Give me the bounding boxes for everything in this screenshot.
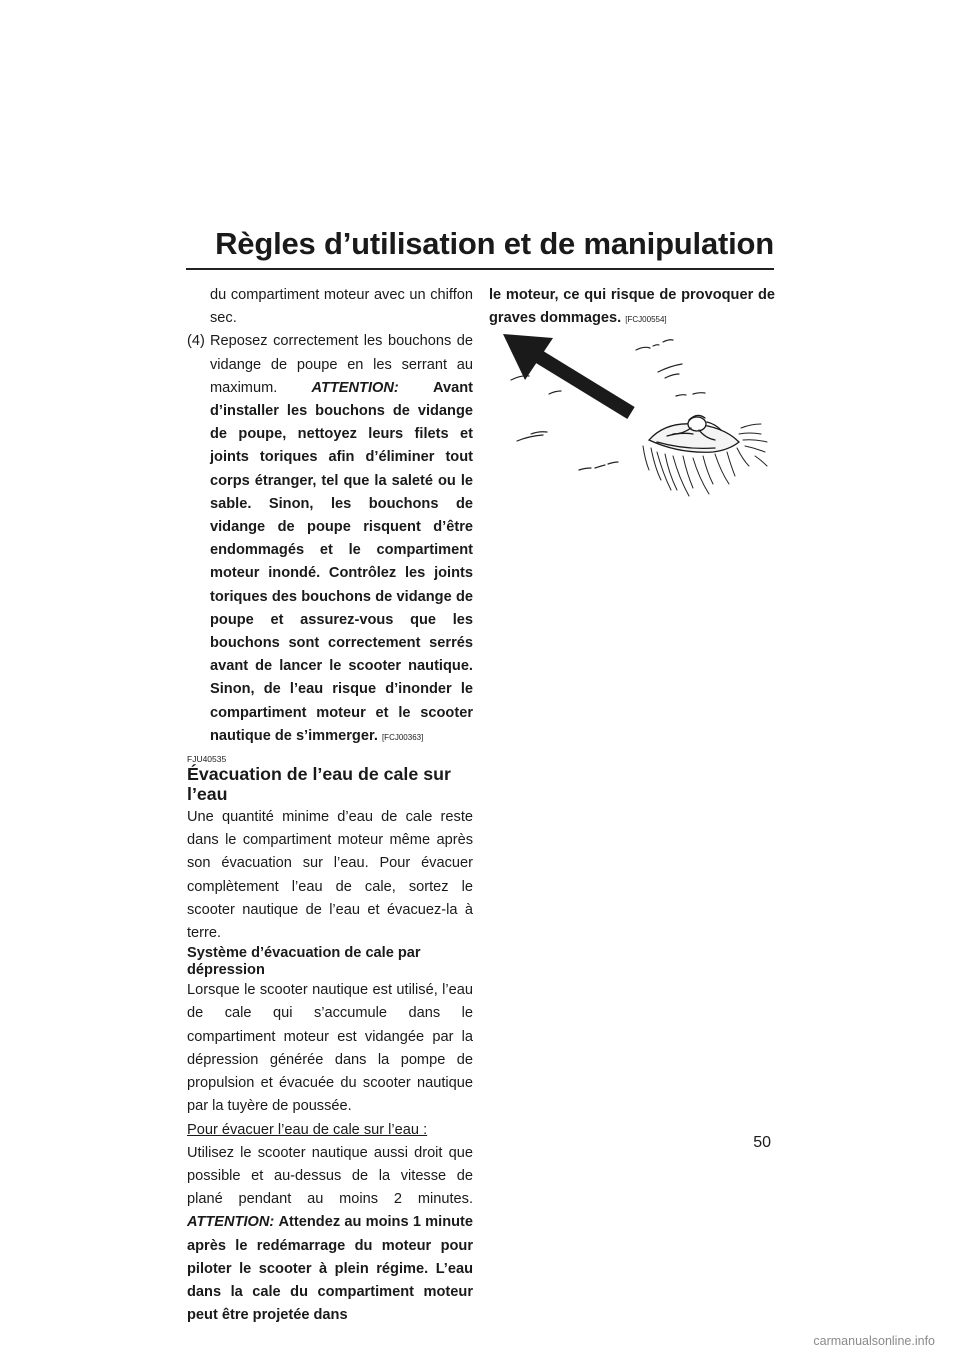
reference-code: [FCJ00363]	[381, 732, 424, 742]
procedure-title	[187, 1119, 473, 1142]
subsection-title: Système d’évacuation de cale par dépression	[187, 945, 421, 979]
page-title: Règles d’utilisation et de manipulation	[215, 226, 774, 261]
left-column	[187, 284, 473, 1327]
section-code: FJU40535	[187, 754, 227, 765]
step-4-text	[210, 330, 473, 749]
procedure-attention-text: Attendez au moins 1 minute après le redémarrage du moteur pour piloter le scooter à plein régime. L’eau dans la cale du compartiment moteur peut être projetée dans	[187, 1214, 473, 1324]
procedure-attention-label: ATTENTION:	[187, 1214, 275, 1231]
step-number: (4)	[187, 333, 205, 350]
continued-text: du compartiment moteur avec un chiffon sec.	[210, 287, 473, 327]
attention-label: ATTENTION:	[311, 379, 399, 396]
procedure-text: Utilisez le scooter nautique aussi droit que possible et au-dessus de la vitesse de plané pendant au moins 2 minutes.	[187, 1144, 473, 1208]
section-paragraph: Une quantité minime d’eau de cale reste dans le compartiment moteur même après son évacuation sur l’eau. Pour évacuer complètement l’eau de cale, sortez le scooter nautique de l’eau et évacuez-la à terre.	[187, 809, 473, 942]
continued-warning-text: le moteur, ce qui risque de provoquer de graves dommages.	[489, 287, 775, 327]
section-title: Évacuation de l’eau de cale sur l’eau	[187, 764, 451, 805]
watercraft-illustration	[493, 316, 779, 512]
footer-watermark[interactable]: carmanualsonline.info	[813, 1334, 935, 1348]
subsection-paragraph: Lorsque le scooter nautique est utilisé, l’eau de cale qui s’accumule dans le compartiment moteur est vidangée par la dépression générée dans la pompe de propulsion et évacuée du scooter nautique par la tuyère de poussée.	[187, 982, 473, 1115]
direction-arrow	[503, 334, 631, 413]
title-rule	[186, 268, 774, 270]
jet-ski-rider	[649, 415, 739, 452]
step-4-body: Reposez correctement les bouchons de vidange de poupe en les serrant au maximum.	[210, 333, 473, 396]
step-4	[187, 330, 473, 749]
procedure-title-text: Pour évacuer l’eau de cale sur l’eau :	[187, 1121, 428, 1138]
reference-code-right: [FCJ00554]	[625, 315, 667, 325]
procedure-paragraph	[187, 1142, 473, 1328]
attention-text: Avant d’installer les bouchons de vidange de poupe, nettoyez leurs filets et joints toriques afin d’éliminer tout corps étranger, tel que la saleté ou le sable. Sinon, les bouchons de vidange de poupe risquent d’être endommagés et le compartiment moteur inondé. Contrôlez les joints toriques des bouchons de vidange de poupe et assurez-vous que les bouchons sont correctement serrés avant de lancer le scooter nautique. Sinon, de l’eau risque d’inonder le compartiment moteur et le scooter nautique de s’immerger.	[210, 379, 473, 744]
page-number: 50	[753, 1134, 771, 1151]
